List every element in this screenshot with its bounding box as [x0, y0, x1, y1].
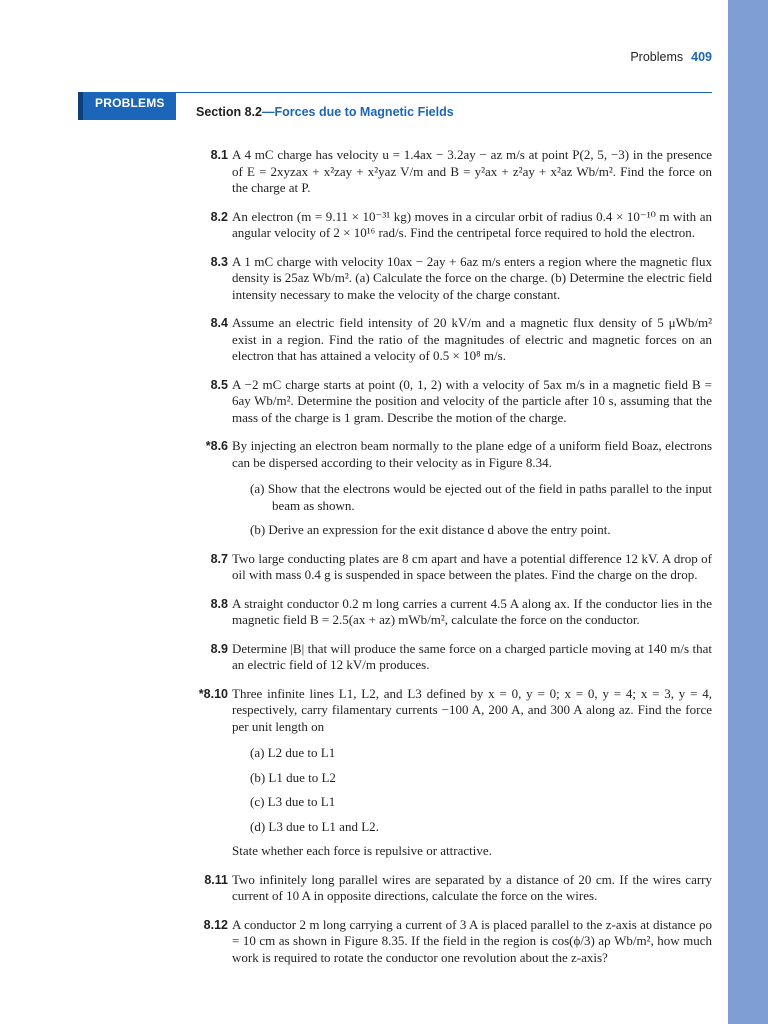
problem-item	[196, 147, 712, 197]
problem-number: 8.9	[210, 641, 228, 656]
problem-text: Determine |B| that will produce the same force on a charged particle moving at 140 m/s that an electric field of 12 kV/m produces.	[232, 640, 712, 672]
problem-item	[196, 209, 712, 242]
problem-text: A straight conductor 0.2 m long carries a current 4.5 A along ax. If the conductor lies in the magnetic field B = 2.5(ax + az) mWb/m², calculate the force on the conductor.	[232, 595, 712, 627]
section-title: —Forces due to Magnetic Fields	[262, 105, 454, 119]
problem-number: 8.8	[210, 596, 228, 611]
problem-text: A −2 mC charge starts at point (0, 1, 2) with a velocity of 5ax m/s in a magnetic field B = 6ay Wb/m². Determine the position and velocity of the particle after 10 s, assuming that the mass of the charge is 1 gram. Describe the motion of the charge.	[232, 376, 712, 425]
sub-question: (a) Show that the electrons would be ejected out of the field in paths parallel to the input beam as shown.	[250, 481, 712, 513]
problem-item	[196, 377, 712, 427]
problem-number: 8.5	[210, 377, 228, 392]
sub-question: (a) L2 due to L1	[250, 745, 336, 760]
page-number: 409	[691, 50, 712, 64]
page-edge-color-bar	[728, 0, 768, 1024]
problem-text: A 4 mC charge has velocity u = 1.4ax − 3.2ay − az m/s at point P(2, 5, −3) in the presence of E = 2xyzax + x²zay + x²yaz V/m and B = y²ax + z²ay + x²az Wb/m². Find the force on the charge at P.	[232, 147, 712, 195]
sub-question: (b) Derive an expression for the exit distance d above the entry point.	[250, 522, 611, 537]
problem-item	[196, 596, 712, 629]
problem-text: A conductor 2 m long carrying a current of 3 A is placed parallel to the z-axis at distance ρo = 10 cm as shown in Figure 8.35. If the field in the region is cos(ϕ/3) aρ Wb/m², how much work is required to rotate the conductor one revolution about the z-axis?	[232, 916, 712, 965]
problem-item	[196, 641, 712, 674]
problem-text: Two large conducting plates are 8 cm apart and have a potential difference 12 kV. A drop of oil with mass 0.4 g is suspended in space between the plates. Find the charge on the drop.	[232, 550, 712, 582]
problem-item	[196, 551, 712, 584]
problem-number: 8.4	[210, 316, 228, 330]
problem-item	[196, 254, 712, 304]
problem-number: 8.7	[210, 551, 228, 566]
problem-item	[196, 917, 712, 967]
problem-item	[196, 315, 712, 365]
problem-item	[196, 872, 712, 905]
problem-list	[196, 147, 712, 978]
problem-item	[196, 438, 712, 539]
problem-number: *8.10	[198, 686, 228, 701]
running-title: Problems	[630, 50, 684, 64]
problem-number: 8.3	[210, 254, 228, 269]
problem-item	[196, 686, 712, 860]
problem-number: 8.11	[204, 872, 228, 887]
problem-number: 8.2	[210, 209, 228, 224]
section-heading	[196, 105, 454, 119]
sub-question: (b) L1 due to L2	[250, 769, 336, 785]
problem-number: *8.6	[205, 439, 228, 453]
problem-text: By injecting an electron beam normally to the plane edge of a uniform field Boaz, electrons can be dispersed according to their velocity as in Figure 8.34.	[232, 438, 712, 470]
running-head	[560, 50, 712, 64]
problem-note: State whether each force is repulsive or attractive.	[232, 843, 492, 858]
sub-question: (c) L3 due to L1	[250, 794, 336, 809]
sub-question: (d) L3 due to L1 and L2.	[250, 818, 379, 834]
problem-text: An electron (m = 9.11 × 10⁻³¹ kg) moves in a circular orbit of radius 0.4 × 10⁻¹⁰ m with an angular velocity of 2 × 10¹⁶ rad/s. Find the centripetal force required to hold the electron.	[232, 208, 712, 240]
problems-tab: PROBLEMS	[78, 92, 176, 120]
problem-text: A 1 mC charge with velocity 10ax − 2ay + 6az m/s enters a region where the magnetic flux density is 25az Wb/m². (a) Calculate the force on the charge. (b) Determine the electric field intensity necessary to make the velocity of the charge constant.	[232, 253, 712, 302]
problem-text: Assume an electric field intensity of 20 kV/m and a magnetic flux density of 5 μWb/m² exist in a region. Find the ratio of the magnitudes of electric and magnetic forces on an electron that has attained a velocity of 0.5 × 10⁸ m/s.	[232, 315, 712, 363]
problem-number: 8.12	[203, 917, 228, 932]
problem-text: Three infinite lines L1, L2, and L3 defined by x = 0, y = 0; x = 0, y = 4; x = 3, y = 4, respectively, carry filamentary currents −100 A, 200 A, and 300 A along az. Find the force per unit length on	[232, 685, 712, 734]
problem-number: 8.1	[210, 148, 228, 162]
section-number: Section 8.2	[196, 105, 262, 119]
problem-text: Two infinitely long parallel wires are separated by a distance of 20 cm. If the wires carry current of 10 A in opposite directions, calculate the force on the wires.	[232, 871, 712, 903]
